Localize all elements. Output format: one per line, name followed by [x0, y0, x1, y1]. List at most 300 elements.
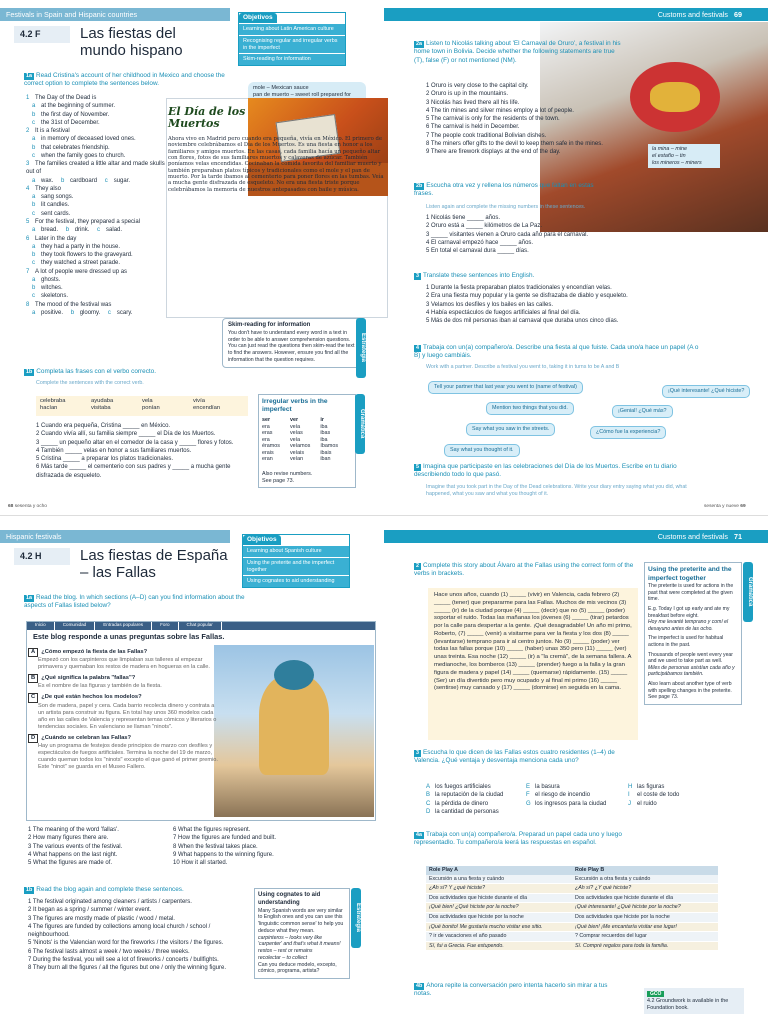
- option-letter: b: [32, 252, 36, 259]
- table-header-cell: Role Play B: [572, 866, 718, 875]
- option-text: wax.: [41, 177, 56, 184]
- option-item: [628, 791, 716, 799]
- option-row: [26, 152, 171, 160]
- option-letter: H: [628, 784, 633, 790]
- top-right-header: Customs and festivals 69: [657, 10, 742, 19]
- word-bank: [36, 396, 248, 416]
- table-header-cell: ver: [289, 417, 299, 424]
- table-cell: Sí. Compré regalos para toda la familia.: [572, 941, 718, 951]
- reading-title: El Día de los Muertos: [168, 105, 246, 131]
- grammar-tab-bottom: Gramática: [743, 562, 753, 622]
- list-item: 7 The people cook traditional Bolivian dishes.: [426, 132, 547, 139]
- option-letter: c: [32, 260, 35, 267]
- grammar-box-bottom: Using the preterite and the imperfect together The preterite is used for actions in the past that were completed at the given time. E.g. Today I got up early and ate my breakfast before eight. Hoy me levanté temprano y comí el desayuno antes de las ocho. The imperfect is used for habitual actions in the past. Thousands of people went every year and we used to take part as well. Miles de personas asistían cada año y participábamos también. Also learn about another type of verb with spelling changes in the preterite. See page 73.: [644, 562, 742, 705]
- ex2b-instruction: 2b Escucha otra vez y rellena los números que faltan en estas frases.: [414, 182, 594, 198]
- list-item: 5 The carnival is only for the residents of the town.: [426, 116, 560, 123]
- option-row: [26, 144, 171, 152]
- bubble-1: Tell your partner that last year you went to (name of festival): [428, 381, 583, 394]
- list-item: 6 What the figures represent.: [173, 827, 251, 833]
- list-item: 5 'Ninots' is the Valencian word for the fireworks / the visitors / the figures.: [28, 940, 224, 947]
- blog-question-text: ¿Qué significa la palabra "fallas"?: [41, 675, 136, 682]
- list-item: 4 What happens on the last night.: [28, 851, 118, 858]
- table-row: [426, 941, 718, 951]
- option-text: positive.: [41, 309, 65, 316]
- option-text: el riesgo de incendio: [535, 792, 591, 799]
- option-letter: a: [32, 243, 36, 250]
- list-item: 3 Velamos los desfiles y los bailes en las calles.: [426, 301, 554, 308]
- section-letter: D: [28, 734, 38, 743]
- option-text: gloomy.: [79, 309, 102, 316]
- option-text: la pérdida de dinero: [435, 800, 489, 807]
- table-cell: veíamos: [289, 443, 311, 450]
- table-cell: era: [262, 436, 270, 443]
- word-bank-item: vivía: [193, 398, 205, 404]
- option-row: [26, 102, 171, 110]
- option-letter: c: [32, 210, 35, 217]
- top-left-header: Festivals in Spain and Hispanic countries: [0, 8, 230, 21]
- option-letter: b: [32, 111, 36, 118]
- option-text: the 31st of December.: [41, 119, 100, 126]
- option-text: drink.: [74, 227, 92, 234]
- question-item: 4 They also: [26, 185, 62, 192]
- ex5-sub-top: Imagine that you took part in the Day of the Dead celebrations. Write your diary entry saying what you did, what happened, what you saw and what you thought of it.: [426, 484, 687, 497]
- table-cell: Excursión a una fiesta y cuándo: [426, 875, 572, 884]
- bottom-right-header: Customs and festivals 71: [657, 532, 742, 541]
- question-number: 2: [26, 128, 30, 135]
- table-cell: ¿Ah sí? Y ¿qué hiciste?: [426, 884, 572, 894]
- groundwork-note: GCO 4.2 Groundwork is available in the Foundation book.: [644, 988, 744, 1014]
- option-text: scary.: [116, 309, 133, 316]
- list-item: 5 Más de dos mil personas iban al carnaval que duraba unos cinco días.: [426, 318, 619, 325]
- objectives-top: Objetivos Learning about Latin American culture Recognising regular and irregular verbs in the imperfect Skim-reading for information: [238, 12, 346, 66]
- list-item: 2 How many figures there are.: [28, 835, 109, 842]
- option-letter: c: [107, 309, 111, 316]
- fallas-photo: [214, 645, 374, 817]
- ex4-sub-top: Work with a partner. Describe a festival you went to, taking it in turns to be A and B: [426, 364, 620, 370]
- option-row: [26, 276, 171, 284]
- option-text: cardboard: [70, 177, 99, 184]
- table-header-cell: Role Play A: [426, 866, 572, 875]
- table-cell: erais: [262, 449, 274, 456]
- option-letter: a: [32, 276, 36, 283]
- question-number: 1: [26, 95, 30, 101]
- option-letter: a: [32, 194, 36, 201]
- list-item: 4 The figures are funded by collections among local church / school / neighbourhood.: [28, 923, 211, 939]
- question-item: 8 The mood of the festival was: [26, 301, 112, 308]
- option-text: lit candles.: [41, 202, 70, 209]
- option-letter: b: [32, 144, 36, 151]
- table-cell: ibas: [320, 430, 331, 437]
- list-item: 3 The figures are mostly made of plastic / wood / metal.: [28, 915, 175, 922]
- option-item: [526, 808, 628, 816]
- table-cell: iba: [320, 436, 328, 443]
- table-cell: ¿Ah sí? ¿Y qué hiciste?: [572, 884, 718, 894]
- ex4a-instruction: 4a Trabaja con un(a) compañero/a. Preparad un papel cada uno y luego representadlo. Tu compañero/a leerá las respuestas en español.: [414, 831, 622, 847]
- list-item: 6 The carnival is held in December.: [426, 124, 520, 131]
- list-item: 7 During the festival, you will see a lot of fireworks / concerts / bullfights.: [28, 956, 219, 963]
- option-letter: b: [65, 227, 70, 234]
- question-item: 3 The families created a little altar and made skulls out of: [26, 161, 165, 176]
- table-row: [262, 443, 348, 449]
- reading-text: Ahora vivo en Madrid pero cuando era pequeña, vivía en México. El primero de noviembre celebrábamos el Día de los Muertos. Es una fiesta en honor a los familiares y amigos muertos. En las casas, cada familia hacía un pequeño altar con flores, fotos de sus familiares muertos y calaveras de azúcar. También poníamos velas encendidas. Cocinaban la comida favorita del familiar muerto y también preparaban platos típicos y tradicionales como el mole y el pan de muerto. Por la tarde íbamos al cementerio para poner flores en las tumbas. Veía a mucha gente disfrazada de esqueleto. No era una fiesta triste porque celebrábamos la memoria de nuestros antepasados con baile y música.: [168, 136, 384, 193]
- table-cell: iban: [320, 456, 331, 463]
- list-item: 1 Nicolás tiene _____ años.: [426, 215, 501, 221]
- bubble-3: Mention two things that you did.: [486, 402, 574, 415]
- bubble-7: Say what you thought of it.: [444, 444, 520, 457]
- bubble-4: ¡Genial! ¿Qué más?: [612, 405, 673, 418]
- option-text: la cantidad de personas: [435, 808, 499, 815]
- bottom-left-header: Hispanic festivals: [0, 530, 230, 543]
- table-cell: ¡Qué bien! ¡Me encantaría visitar ese lugar!: [572, 922, 718, 932]
- table-cell: veía: [289, 436, 301, 443]
- question-number: 6: [26, 235, 30, 242]
- list-item: 3 The various events of the festival.: [28, 843, 123, 850]
- question-number: 4: [26, 185, 30, 192]
- blog-section: [28, 693, 218, 730]
- table-cell: ? ir de vacaciones el año pasado: [426, 932, 572, 942]
- question-item: 2 It is a festival: [26, 128, 70, 135]
- list-item: 2 Era una fiesta muy popular y la gente se disfrazaba de diablo y esqueleto.: [426, 293, 628, 300]
- list-item: 4 También _____ velas en honor a sus familiares muertos.: [36, 447, 192, 454]
- table-cell: ? Comprar recuerdos del lugar: [572, 932, 718, 942]
- option-row: [26, 193, 171, 201]
- blog-answer: Son de madera, papel y cera. Cada barrio recolecta dinero y contrata a un artista para construir su figura. En total hay unos 360 modelos cada año en las calles de Valencia y representan temas cómicos y literarios o tendencias sociales. En valenciano se llaman "ninots".: [38, 702, 217, 730]
- option-row: [26, 111, 171, 119]
- question-item: 5 For the festival, they prepared a special: [26, 218, 141, 225]
- option-item: [426, 800, 526, 808]
- ex2-instruction-bottom: 2 Complete this story about Álvaro at the Fallas using the correct form of the verbs in brackets.: [414, 562, 634, 578]
- table-row: [426, 884, 718, 894]
- blog-section: [28, 734, 218, 771]
- question-number: 7: [26, 268, 30, 275]
- page-title-top: Las fiestas del mundo hispano: [80, 25, 183, 59]
- option-letter: a: [32, 103, 36, 110]
- option-letter: D: [426, 808, 431, 815]
- option-row: [26, 177, 171, 185]
- option-letter: b: [61, 177, 65, 184]
- option-text: that celebrates friendship.: [41, 144, 110, 151]
- question-number: 3: [26, 161, 30, 168]
- table-row: [426, 932, 718, 942]
- option-row: [26, 292, 171, 300]
- table-header-cell: ser: [262, 417, 271, 424]
- option-text: salad.: [106, 227, 123, 234]
- option-letter: I: [628, 792, 630, 799]
- option-text: las figuras: [637, 784, 665, 790]
- option-letter: a: [32, 177, 36, 184]
- blog-answer: Es el nombre de las figuras y también de la fiesta.: [38, 683, 162, 690]
- blog-question: [28, 648, 218, 657]
- bottom-right-header-band: [384, 530, 768, 543]
- option-item: [426, 791, 526, 799]
- option-letter: c: [104, 177, 108, 184]
- bubble-5: Say what you saw in the streets.: [466, 423, 555, 436]
- option-text: la basura: [535, 784, 560, 790]
- blog-tab[interactable]: Inicio: [27, 622, 55, 630]
- spread-divider: [0, 515, 768, 516]
- option-row: [26, 259, 171, 267]
- list-item: 8 They burn all the figures / all the figures but one / only the winning figure.: [28, 965, 227, 972]
- table-cell: Dos actividades que hiciste durante el día: [572, 893, 718, 903]
- table-cell: ¡Qué bonito! Me gustaría mucho visitar ese sitio.: [426, 922, 572, 932]
- option-text: la reputación de la ciudad: [435, 792, 504, 799]
- option-text: sang songs.: [41, 194, 74, 201]
- option-item: [628, 808, 716, 816]
- blog-tab[interactable]: Foro: [152, 622, 178, 630]
- blog-question: [28, 693, 218, 702]
- blog-question: [28, 674, 218, 683]
- blog-question-text: ¿Cuándo se celebran las Fallas?: [41, 734, 132, 741]
- bubble-6: ¿Cómo fue la experiencia?: [590, 426, 666, 439]
- word-bank-item: ponían: [142, 405, 160, 412]
- option-letter: c: [32, 293, 35, 300]
- option-text: they had a party in the house.: [41, 243, 121, 250]
- word-bank-item: vela: [142, 398, 153, 404]
- ex2a-list: [426, 82, 666, 156]
- option-text: los ingresos para la ciudad: [535, 800, 607, 807]
- option-row: [26, 119, 171, 127]
- table-row: [426, 922, 718, 932]
- table-row: [426, 875, 718, 884]
- table-cell: Dos actividades que hiciste durante el día: [426, 893, 572, 903]
- strategy-tab-top: Estrategia: [356, 318, 366, 378]
- option-item: [628, 783, 716, 791]
- option-row: [26, 210, 171, 218]
- skim-box: Skim-reading for information You don't have to understand every word in a text in order to be able to answer comprehension questions. You can just read the questions then skim-read the text to find the answers. However, ensure you find all the information that the question requires.: [222, 318, 362, 368]
- cognates-box: Using cognates to aid understanding Many Spanish words are very similar to English ones and you can use this 'linguistic common sense' to help you deduce what they mean. carpinteros – looks very like 'carpenter' and that's what it means! restos – rest or remains recolectar – to collect Can you deduce modelo, excepto, cómico, programa, artista?: [254, 888, 350, 979]
- blog-tab[interactable]: Comunidad: [55, 622, 96, 630]
- ex3-options: [426, 783, 716, 816]
- list-item: 1 Oruro is very close to the capital city.: [426, 83, 529, 89]
- table-cell: veíais: [289, 449, 305, 456]
- groundwork-badge: GCO: [647, 991, 664, 997]
- blog-section: [28, 674, 218, 690]
- table-cell: éramos: [262, 443, 280, 450]
- page-title-bottom: Las fiestas de España – las Fallas: [80, 547, 228, 581]
- option-letter: b: [32, 285, 36, 292]
- ex3-instruction-bottom: 3 Escucha lo que dicen de las Fallas estos cuatro residentes (1–4) de Valencia. ¿Qué ventaja y desventaja menciona cada uno?: [414, 749, 615, 765]
- ex4b-instruction: 4b Ahora repite la conversación pero intenta hacerlo sin mirar a tus notas.: [414, 982, 608, 998]
- list-item: 2 Oruro is up in the mountains.: [426, 91, 509, 98]
- blog-tab[interactable]: Chat popular: [179, 622, 222, 630]
- table-cell: ibais: [320, 449, 332, 456]
- role-play-table: [426, 866, 718, 951]
- option-letter: c: [32, 119, 35, 126]
- table-cell: era: [262, 423, 270, 430]
- option-letter: c: [32, 152, 35, 159]
- blog-section: [28, 648, 218, 671]
- list-item: 6 Más tarde _____ el cementerio con sus padres y _____ a mucha gente disfrazada de esqueleto.: [36, 464, 231, 479]
- list-item: 2 Oruro está a _____ kilómetros de La Paz.: [426, 223, 543, 230]
- table-cell: ¡Qué bien! ¿Qué hiciste por la noche?: [426, 903, 572, 913]
- option-item: [526, 783, 628, 791]
- top-right-header-band: [384, 8, 768, 21]
- option-row: [26, 201, 171, 209]
- option-text: el coste de todo: [637, 792, 680, 799]
- table-cell: veía: [289, 423, 301, 430]
- list-item: 7 How the figures are funded and built.: [173, 835, 277, 842]
- ex3-instruction-top: 3 Translate these sentences into English.: [416, 272, 535, 279]
- word-bank-item: celebraba: [40, 398, 66, 404]
- footer-left-top: 68 sesenta y ocho: [8, 504, 47, 509]
- bubble-2: ¡Qué interesante! ¿Qué hiciste?: [662, 385, 750, 398]
- table-row: [262, 456, 348, 462]
- option-row: [26, 135, 171, 143]
- list-item: 1 The meaning of the word 'fallas'.: [28, 827, 119, 833]
- list-item: 3 _____ visitantes vienen a Oruro cada año para el carnaval.: [426, 231, 589, 238]
- unit-label-top: 4.2 F: [14, 26, 70, 43]
- unit-label-bottom: 4.2 H: [14, 548, 70, 565]
- blog-sections: [28, 648, 218, 774]
- ex4-instruction-top: 4 Trabaja con un(a) compañero/a. Describe una fiesta al que fuiste. Cada uno/a hace un papel (A o B) y luego cambiáis.: [414, 344, 699, 360]
- list-item: 9 What happens to the winning figure.: [173, 851, 274, 858]
- table-cell: iba: [320, 423, 328, 430]
- question-item: 7 A lot of people were dressed up as: [26, 268, 128, 275]
- table-cell: eras: [262, 430, 273, 437]
- ex1b-list: [36, 422, 248, 480]
- section-letter: B: [28, 674, 38, 683]
- footer-right-top: sesenta y nueve 69: [704, 504, 746, 509]
- table-cell: Dos actividades que hiciste por la noche: [572, 913, 718, 923]
- word-bank-item: visitaba: [91, 405, 111, 412]
- ex1a-instruction-top: 1a Read Cristina's account of her childhood in Mexico and choose the correct option to complete the sentences below.: [24, 72, 225, 88]
- option-letter: a: [32, 227, 36, 234]
- table-row: [426, 893, 718, 903]
- list-item: 8 The miners offer gifts to the devil to keep them safe in the mines.: [426, 140, 603, 147]
- ex2b-list: [426, 214, 646, 255]
- option-item: [526, 791, 628, 799]
- ex1b-list-bottom: [28, 898, 242, 972]
- list-item: 2 Cuando vivía allí, su familia siempre _____ el Día de los Muertos.: [36, 431, 216, 438]
- word-bank-item: ayudaba: [91, 398, 114, 404]
- list-item: 5 Cristina _____ a preparar los platos tradicionales.: [36, 456, 174, 463]
- table-cell: íbamos: [320, 443, 339, 450]
- section-letter: C: [28, 693, 38, 702]
- story-box: Hace unos años, cuando (1) _____ (vivir) en Valencia, cada febrero (2) _____ (tener) que prepararme para las Fallas. Muchos de mis vecinos (3) _____ (ir) de la ciudad porque (4) _____ (decir) que no (5) _____ (poder) soportar el ruido. Todas las mañanas los jóvenes (6) _____ (tirar) petardos por la calle para despertar a la gente. ¡Qué desagradable! Un año mi primo, Roberto, (7) _____ (venir) a visitarme para ver la fiesta y los dos (8) _____ (levantarse) temprano para ir al centro juntos. No (9) _____ (poder) ver todas las fallas porque (10) _____ (haber) unas 350 pero (11) _____ (ver) unas treinta. Esa noche (12) _____ (ir) a "la cremà", de la semana fallera. A medianoche, los bomberos (13) _____ (prender) fuego a la falla y la gran figura de madera y papel (14) _____ (quemarse) rápidamente. (15) _____ (Ser) un día divertido pero muy ocupado y al final mi primo (16) _____ (sentirse) muy cansado y (17) _____ (dormirse) en seguida en la cama.: [428, 588, 638, 740]
- section-letter: A: [28, 648, 38, 657]
- list-item: 3 Nicolás has lived there all his life.: [426, 99, 520, 106]
- ex1b-instruction-top: 1b Completa las frases con el verbo correcto.: [26, 368, 156, 375]
- option-letter: c: [97, 227, 101, 234]
- table-cell: veían: [289, 456, 304, 463]
- option-text: el ruido: [637, 800, 657, 807]
- word-bank-item: encendían: [193, 405, 221, 412]
- option-letter: C: [426, 800, 431, 807]
- option-row: [26, 243, 171, 251]
- option-letter: E: [526, 784, 531, 790]
- blog-question: [28, 734, 218, 743]
- list-item: 5 En total el carnaval dura _____ días.: [426, 248, 529, 255]
- question-number: 8: [26, 301, 30, 308]
- list-item: 4 El carnaval empezó hace _____ años.: [426, 239, 534, 246]
- table-cell: Dos actividades que hiciste por la noche: [426, 913, 572, 923]
- table-header: [426, 866, 718, 875]
- list-item: 2 It began as a spring / summer / winter event.: [28, 907, 152, 914]
- option-row: [26, 226, 171, 234]
- option-text: they watched a street parade.: [41, 260, 121, 267]
- ex1b-sub-top: Complete the sentences with the correct verb.: [36, 380, 144, 386]
- option-text: witches.: [41, 285, 63, 292]
- option-item: [526, 800, 628, 808]
- question-item: 6 Later in the day: [26, 235, 77, 242]
- table-row: [426, 913, 718, 923]
- word-bank-item: hacían: [40, 405, 58, 412]
- blog-answer: Empezó con los carpinteros que limpiaban sus talleres al empezar primavera y quemaban los restos de madera en hogueras en la calle.: [38, 657, 210, 671]
- option-row: [26, 309, 171, 317]
- blog-panel: Inicio Comunidad Entradas populares Foro Chat popular Este blog responde a unas preguntas sobre las Fallas.: [26, 621, 376, 821]
- ex1b-instruction-bottom: 1b Read the blog again and complete these sentences.: [26, 886, 184, 893]
- ex2b-sub: Listen again and complete the missing numbers in these sentences.: [426, 204, 586, 210]
- option-text: the first day of November.: [41, 111, 110, 118]
- option-text: when the family goes to church.: [41, 152, 126, 159]
- option-letter: b: [70, 309, 75, 316]
- strategy-tab-bottom: Estrategia: [351, 888, 361, 948]
- table-header-cell: ir: [320, 417, 324, 424]
- option-row: [26, 284, 171, 292]
- ex5-instruction-top: 5 Imagina que participaste en las celebraciones del Día de los Muertos. Escribe en tu diario describiendo todo lo que pasó.: [414, 463, 677, 479]
- option-text: they took flowers to the graveyard.: [41, 252, 133, 259]
- list-item: 1 Cuando era pequeña, Cristina _____ en México.: [36, 423, 171, 429]
- objectives-bottom: Objetivos Learning about Spanish culture Using the preterite and the imperfect together Using cognates to aid understanding: [242, 534, 350, 588]
- option-letter: A: [426, 784, 431, 790]
- option-text: bread.: [41, 227, 60, 234]
- option-letter: b: [32, 202, 36, 209]
- list-item: 3 _____ un pequeño altar en el comedor de la casa y _____ flores y fotos.: [36, 439, 234, 446]
- glossary-top: mole – Mexican sauce pan de muerto – sweet roll prepared for: [248, 82, 366, 109]
- list-item: 5 What the figures are made of.: [28, 860, 113, 867]
- table-cell: veías: [289, 430, 303, 437]
- option-letter: a: [32, 136, 36, 143]
- list-item: 9 There are firework displays at the end of the day.: [426, 149, 561, 156]
- glossary-mine: la mina – mine el estaño – tin los mineros – miners: [648, 144, 720, 168]
- blog-tab[interactable]: Entradas populares: [95, 622, 152, 630]
- question-item: 1 The Day of the Dead is: [26, 95, 97, 101]
- ex1a-list: [26, 94, 171, 317]
- ex2a-instruction: 2a Listen to Nicolás talking about 'El Carnaval de Oruro', a festival in his home town in Bolivia. Decide whether the following statements are true (T), false (F) or not mentioned (NM).: [414, 40, 621, 64]
- option-text: skeletons.: [41, 293, 69, 300]
- blog-question-text: ¿Cómo empezó la fiesta de las Fallas?: [41, 649, 148, 655]
- option-text: in memory of deceased loved ones.: [41, 136, 136, 143]
- table-cell: Excursión a otra fiesta y cuándo: [572, 875, 718, 884]
- option-text: sugar.: [113, 177, 131, 184]
- ex1a-instruction-bottom: 1a Read the blog. In which sections (A–D) can you find information about the aspects of Fallas listed below?: [24, 594, 245, 610]
- table-cell: Sí, fui a Grecia. Fue estupendo.: [426, 941, 572, 951]
- table-row: [426, 903, 718, 913]
- irregular-verbs-box: Irregular verbs in the imperfect ser ver ir era veía iba eras veías ibas era veía iba éramos veíamos íbamos erais veíais ibais eran veían iban Also revise numbers. See page 73.: [258, 394, 356, 488]
- option-row: [26, 251, 171, 259]
- table-cell: ¡Qué interesante! ¿Qué hiciste por la noche?: [572, 903, 718, 913]
- blog-question-text: ¿De qué están hechos los modelos?: [41, 694, 142, 701]
- option-letter: F: [526, 792, 530, 799]
- option-text: los fuegos artificiales: [435, 784, 491, 790]
- list-item: 1 The festival originated among cleaners / artists / carpenters.: [28, 899, 192, 905]
- option-letter: a: [32, 309, 36, 316]
- list-item: 10 How it all started.: [173, 860, 228, 867]
- option-letter: J: [628, 800, 631, 807]
- option-text: at the beginning of summer.: [41, 103, 116, 110]
- list-item: 4 The tin mines and silver mines employ a lot of people.: [426, 107, 574, 114]
- option-text: ghosts.: [41, 276, 61, 283]
- option-letter: G: [526, 800, 531, 807]
- list-item: 8 When the festival takes place.: [173, 843, 258, 850]
- ex3-list-top: [426, 284, 706, 325]
- option-item: [426, 808, 526, 816]
- option-letter: B: [426, 792, 431, 799]
- blog-answer: Hay un programa de festejos desde principios de marzo con desfiles y espectáculos de fuegos artificiales. Termina la noche del 19 de marzo, cuando queman todos los "ninots" excepto el que ganó el primer premio. Este "ninot" se guarda en el Museo Fallero.: [38, 742, 218, 770]
- option-item: [426, 783, 526, 791]
- option-text: sent cards.: [41, 210, 71, 217]
- grammar-tab-top: Gramática: [355, 394, 365, 454]
